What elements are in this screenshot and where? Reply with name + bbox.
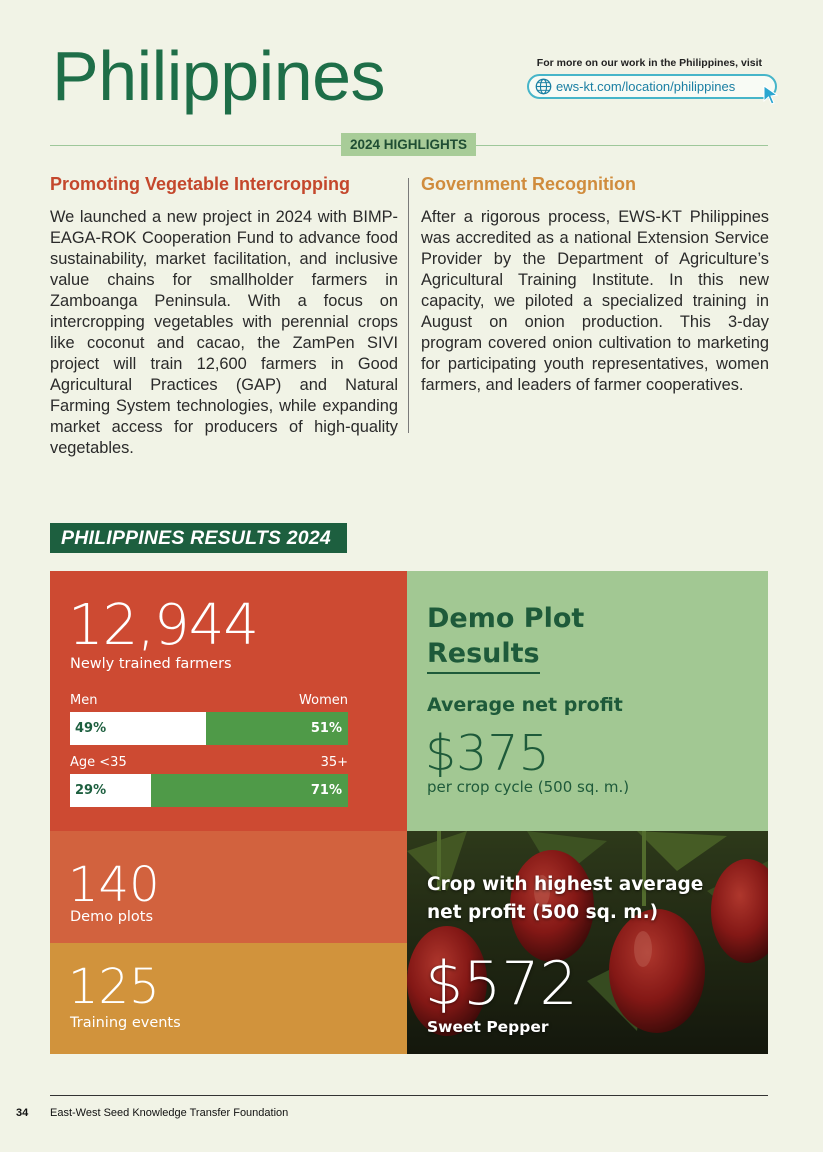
highlight-intercropping	[50, 174, 398, 459]
top-crop-name: Sweet Pepper	[427, 1018, 549, 1036]
globe-icon	[535, 78, 552, 95]
highlight-recognition	[421, 174, 769, 396]
under-35-share: 29%	[70, 774, 151, 807]
intercropping-body: We launched a new project in 2024 with BIMP-EAGA-ROK Cooperation Fund to advance food sustainability, market facilitation, and inclusive value chains for smallholder farmers in Zamboanga Peninsula. With a focus on intercropping vegetables with perennial crops like coconut and cacao, the ZamPen SIVI project will train 12,600 farmers in Good Agricultural Practices (GAP) and Natural Farming System technologies, while expanding market access for producers of high-quality vegetables.	[50, 208, 398, 457]
average-net-profit-value: $375	[425, 725, 550, 782]
highlights-badge: 2024 HIGHLIGHTS	[341, 133, 476, 156]
footer-org: East-West Seed Knowledge Transfer Foundation	[50, 1107, 289, 1119]
heading-line-2: Results	[427, 636, 540, 674]
page-title: Philippines	[52, 37, 386, 115]
visit-label: For more on our work in the Philippines, visit	[536, 57, 762, 69]
training-events-label: Training events	[70, 1015, 181, 1031]
demo-plot-results-tile	[407, 571, 768, 831]
training-events-value: 125	[68, 959, 160, 1015]
women-share: 51%	[206, 712, 348, 745]
column-divider	[408, 178, 409, 433]
women-label: Women	[299, 693, 348, 708]
average-net-profit-label: Average net profit	[427, 694, 623, 716]
recognition-body: After a rigorous process, EWS-KT Philippines was accredited as a national Extension Service Provider by the Department of Agriculture’s Agricultural Training Institute. In this new capacity, we piloted a specialized training in August on onion production. This 3-day program covered onion cultivation to marketing for participating youth representatives, women farmers, and leaders of farmer cooperatives.	[421, 208, 769, 394]
gender-bar	[70, 712, 348, 745]
age-35-plus-label: 35+	[320, 755, 348, 770]
sweet-pepper-tile	[407, 831, 768, 1054]
top-crop-value: $572	[425, 949, 578, 1019]
men-share: 49%	[70, 712, 206, 745]
page-number: 34	[16, 1107, 29, 1119]
footer-divider	[50, 1095, 768, 1096]
gender-labels	[70, 693, 348, 708]
trained-farmers-label: Newly trained farmers	[70, 656, 232, 672]
men-label: Men	[70, 693, 98, 708]
recognition-title: Government Recognition	[421, 174, 637, 194]
demo-plot-results-heading	[427, 601, 584, 674]
demo-plots-tile	[50, 831, 407, 943]
over-35-share: 71%	[151, 774, 348, 807]
top-crop-heading-line-1: Crop with highest average	[427, 874, 704, 895]
website-url[interactable]: ews-kt.com/location/philippines	[556, 79, 736, 94]
intercropping-title: Promoting Vegetable Intercropping	[50, 174, 351, 194]
average-net-profit-note: per crop cycle (500 sq. m.)	[427, 778, 630, 796]
age-labels	[70, 755, 348, 770]
demo-plots-value: 140	[68, 857, 160, 913]
trained-farmers-tile	[50, 571, 407, 831]
results-banner: PHILIPPINES RESULTS 2024	[50, 523, 347, 553]
cursor-pointer-icon	[763, 85, 779, 105]
top-crop-heading-line-2: net profit (500 sq. m.)	[427, 902, 659, 923]
trained-farmers-value: 12,944	[68, 593, 258, 658]
demo-plots-label: Demo plots	[70, 909, 154, 925]
heading-line-1: Demo Plot	[427, 603, 585, 634]
age-under-35-label: Age <35	[70, 755, 127, 770]
training-events-tile	[50, 943, 407, 1054]
top-crop-heading	[427, 871, 703, 927]
website-link[interactable]	[527, 74, 777, 99]
age-bar	[70, 774, 348, 807]
